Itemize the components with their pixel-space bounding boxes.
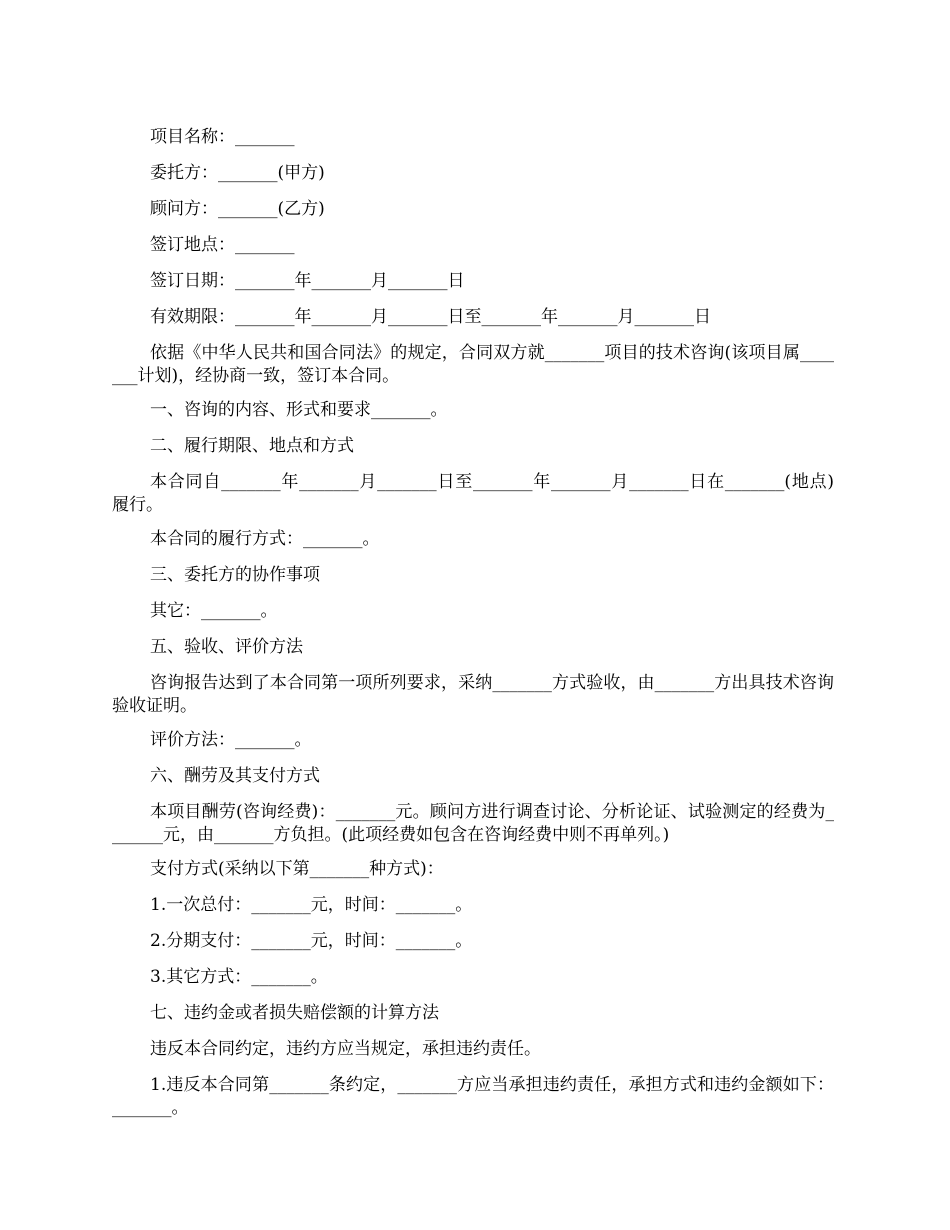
- payment-option-1: 1.一次总付：_______元，时间：_______。: [150, 895, 473, 915]
- other-matters-line: 其它：_______。: [150, 601, 278, 621]
- breach-clause-1-paragraph: 1.违反本合同第_______条约定，_______方应当承担违约责任，承担方式和违约金额如下：_______。: [112, 1075, 834, 1118]
- signing-place-line: 签订地点：_______: [150, 235, 295, 255]
- section-5-heading: 五、验收、评价方法: [150, 637, 303, 657]
- payment-method-line: 支付方式(采纳以下第_______种方式)：: [150, 859, 444, 879]
- remuneration-paragraph: 本项目酬劳(咨询经费)：_______元。顾问方进行调查讨论、分析论证、试验测定的经费为_______元，由_______方负担。(此项经费如包含在咨询经费中则不再单列。): [112, 802, 834, 845]
- preamble-paragraph: 依据《中华人民共和国合同法》的规定，合同双方就_______项目的技术咨询(该项目属_______计划)，经协商一致，签订本合同。: [112, 343, 834, 386]
- signing-date-line: 签订日期：_______年_______月_______日: [150, 271, 465, 291]
- section-1-heading: 一、咨询的内容、形式和要求_______。: [150, 400, 448, 420]
- section-3-heading: 三、委托方的协作事项: [150, 565, 320, 585]
- performance-method-line: 本合同的履行方式：_______。: [150, 529, 380, 549]
- payment-option-2: 2.分期支付：_______元，时间：_______。: [150, 931, 473, 951]
- section-6-heading: 六、酬劳及其支付方式: [150, 766, 320, 786]
- section-2-heading: 二、履行期限、地点和方式: [150, 436, 354, 456]
- client-line: 委托方：_______(甲方): [150, 163, 325, 183]
- section-7-heading: 七、违约金或者损失赔偿额的计算方法: [150, 1003, 439, 1023]
- evaluation-method-line: 评价方法：_______。: [150, 730, 312, 750]
- payment-option-3: 3.其它方式：_______。: [150, 967, 328, 987]
- project-name-line: 项目名称：_______: [150, 127, 295, 147]
- consultant-line: 顾问方：_______(乙方): [150, 199, 325, 219]
- validity-period-line: 有效期限：_______年_______月_______日至_______年_______月_______日: [150, 307, 711, 327]
- breach-general-line: 违反本合同约定，违约方应当规定，承担违约责任。: [150, 1039, 541, 1059]
- acceptance-paragraph: 咨询报告达到了本合同第一项所列要求，采纳_______方式验收，由_______方出具技术咨询验收证明。: [112, 673, 834, 716]
- performance-period-paragraph: 本合同自_______年_______月_______日至_______年_______月_______日在_______(地点)履行。: [112, 472, 834, 515]
